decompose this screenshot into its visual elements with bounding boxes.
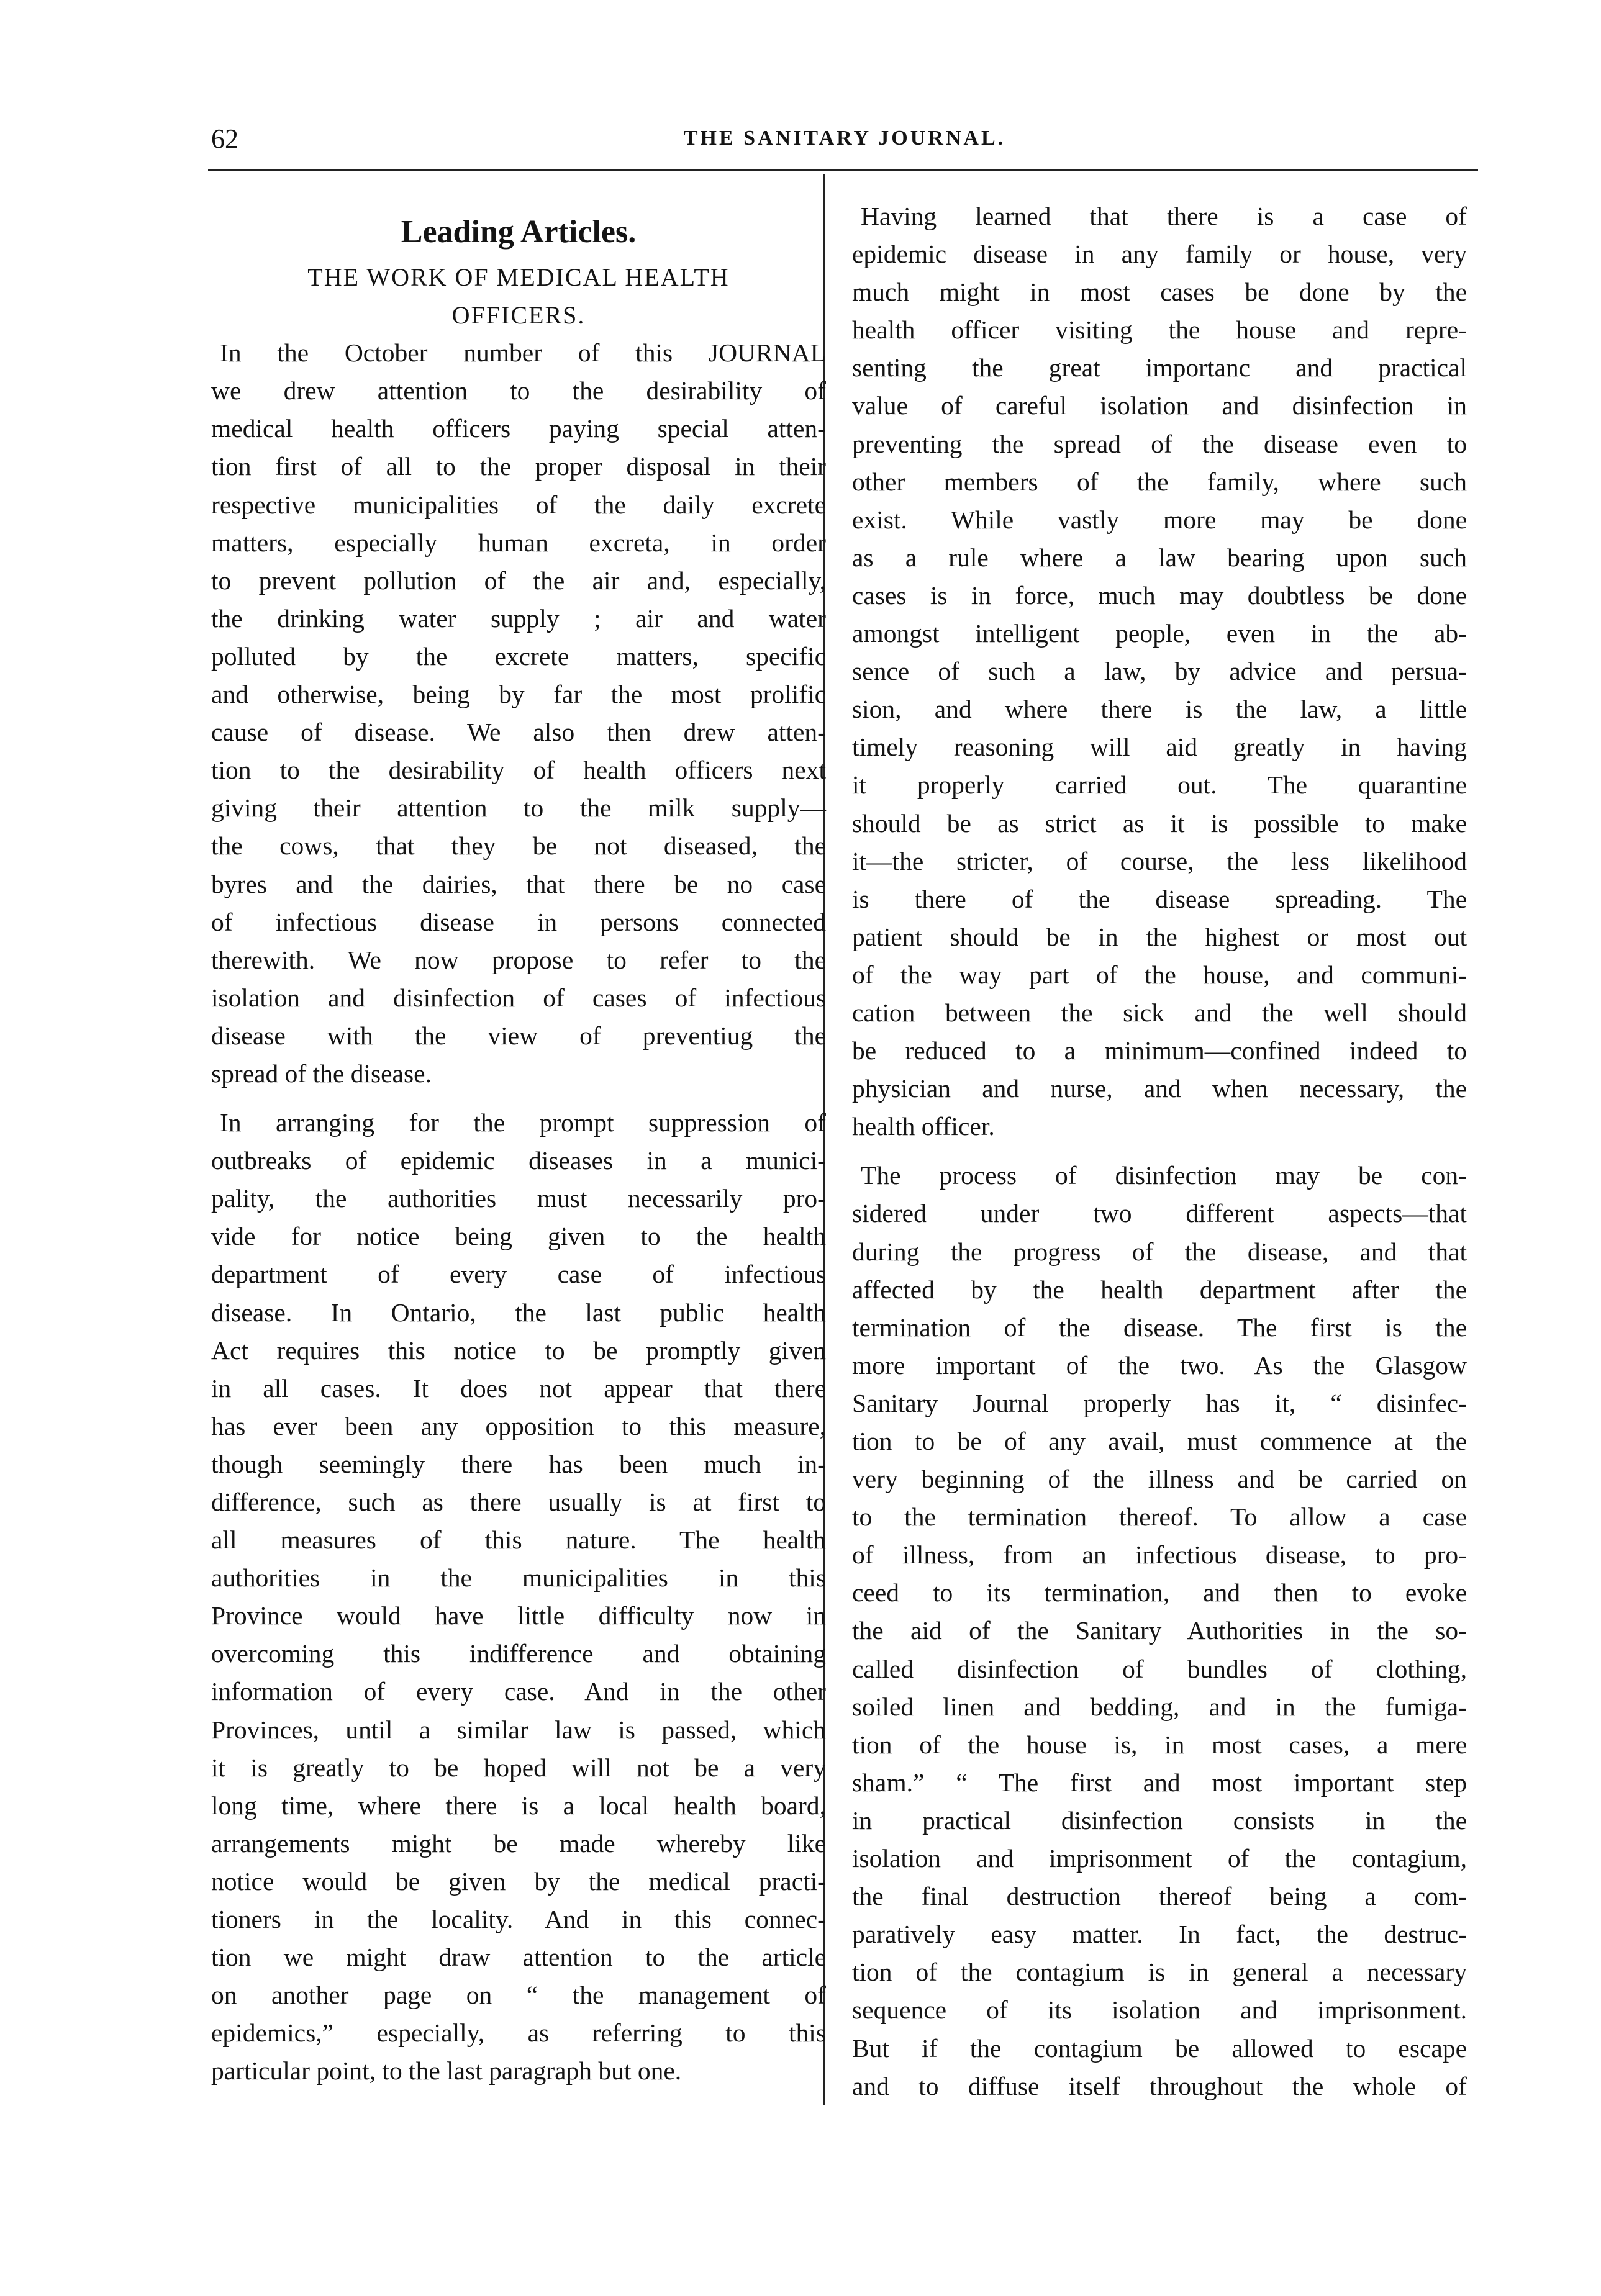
left-paragraph-2: [211, 1104, 826, 2090]
text-line: it is greatly to be hoped will not be a very: [211, 1753, 826, 1782]
text-line: In the October number of this JOURNAL: [220, 338, 826, 368]
text-line: paratively easy matter. In fact, the destruc-: [852, 1920, 1467, 1949]
text-line: it properly carried out. The quarantine: [852, 771, 1467, 800]
text-line: the drinking water supply ; air and water: [211, 603, 826, 633]
text-line: in practical disinfection consists in the: [852, 1806, 1467, 1835]
text-line: byres and the dairies, that there be no case: [211, 869, 826, 898]
text-line: to the termination thereof. To allow a case: [852, 1503, 1467, 1532]
text-line: long time, where there is a local health board,: [211, 1791, 826, 1820]
text-line: isolation and imprisonment of the contagium,: [852, 1844, 1467, 1873]
text-line: spread of the disease.: [211, 1059, 432, 1088]
text-line: cation between the sick and the well should: [852, 998, 1467, 1027]
text-line: tion of the contagium is in general a necessary: [852, 1958, 1467, 1987]
text-line: it—the stricter, of course, the less likelihood: [852, 846, 1467, 875]
text-line: information of every case. And in the other: [211, 1677, 826, 1706]
header-rule: [208, 169, 1478, 171]
text-line: Provinces, until a similar law is passed, which: [211, 1715, 826, 1744]
text-line: disease with the view of preventiug the: [211, 1021, 826, 1050]
text-line: Act requires this notice to be promptly given: [211, 1336, 826, 1365]
text-line: notice would be given by the medical practi-: [211, 1866, 826, 1896]
text-line: epidemics,” especially, as referring to this: [211, 2018, 826, 2048]
left-column: [211, 197, 826, 2090]
text-line: on another page on “ the management of: [211, 1981, 826, 2010]
text-line: ceed to its termination, and then to evoke: [852, 1578, 1467, 1607]
text-line: cause of disease. We also then drew atten-: [211, 718, 826, 747]
paragraph-gap: [211, 1093, 826, 1104]
text-line: health officer visiting the house and repre-: [852, 315, 1467, 345]
right-column: [852, 197, 1467, 2105]
text-line: be reduced to a minimum—confined indeed to: [852, 1036, 1467, 1065]
text-line: termination of the disease. The first is the: [852, 1313, 1467, 1342]
article-title-line: OFFICERS.: [451, 301, 586, 330]
text-line: soiled linen and bedding, and in the fumiga-: [852, 1692, 1467, 1721]
left-paragraph-1: [211, 334, 826, 1093]
page-header: [211, 123, 1478, 160]
text-line: difference, such as there usually is at first to: [211, 1488, 826, 1516]
article-title-line: THE WORK OF MEDICAL HEALTH: [307, 263, 730, 291]
text-line: preventing the spread of the disease even to: [852, 429, 1467, 458]
text-line: sequence of its isolation and imprisonment.: [852, 1995, 1467, 2025]
text-line: the cows, that they be not diseased, the: [211, 831, 826, 861]
text-line: called disinfection of bundles of clothing,: [852, 1654, 1467, 1683]
text-line: the final destruction thereof being a com-: [852, 1882, 1467, 1911]
text-line: of the way part of the house, and communi-: [852, 960, 1467, 989]
text-line: we drew attention to the desirability of: [211, 376, 826, 405]
text-line: In arranging for the prompt suppression of: [220, 1108, 826, 1137]
text-line: tion of the house is, in most cases, a mere: [852, 1730, 1467, 1759]
text-line: vide for notice being given to the health: [211, 1222, 826, 1251]
text-line: cases is in force, much may doubtless be done: [852, 581, 1467, 610]
paragraph-gap: [852, 1146, 1467, 1157]
text-line: matters, especially human excreta, in order: [211, 528, 826, 557]
text-line: other members of the family, where such: [852, 467, 1467, 496]
text-line: arrangements might be made whereby like: [211, 1828, 826, 1858]
text-line: medical health officers paying special atten-: [211, 414, 826, 443]
text-line: during the progress of the disease, and that: [852, 1237, 1467, 1266]
text-line: timely reasoning will aid greatly in having: [852, 733, 1467, 762]
text-line: sence of such a law, by advice and persua-: [852, 657, 1467, 686]
text-line: tioners in the locality. And in this connec-: [211, 1905, 826, 1934]
text-line: all measures of this nature. The health: [211, 1525, 826, 1555]
text-line: of illness, from an infectious disease, to pro-: [852, 1540, 1467, 1570]
text-line: and to diffuse itself throughout the whole of: [852, 2071, 1467, 2100]
section-heading: Leading Articles.: [401, 214, 637, 250]
text-line: Sanitary Journal properly has it, “ disinfec-: [852, 1388, 1467, 1417]
text-line: to prevent pollution of the air and, especially,: [211, 566, 826, 595]
right-paragraph-2: [852, 1157, 1467, 2105]
text-line: has ever been any opposition to this measure,: [211, 1411, 826, 1440]
text-line: pality, the authorities must necessarily pro-: [211, 1184, 826, 1213]
text-line: giving their attention to the milk supply—: [211, 793, 826, 823]
text-line: tion we might draw attention to the article: [211, 1943, 826, 1972]
text-line: outbreaks of epidemic diseases in a munici-: [211, 1146, 826, 1175]
text-line: should be as strict as it is possible to make: [852, 808, 1467, 838]
text-line: therewith. We now propose to refer to the: [211, 945, 826, 974]
text-line: more important of the two. As the Glasgow: [852, 1350, 1467, 1380]
text-line: value of careful isolation and disinfection in: [852, 391, 1467, 420]
text-line: department of every case of infectious: [211, 1260, 826, 1289]
text-line: health officer.: [852, 1112, 995, 1141]
text-line: much might in most cases be done by the: [852, 278, 1467, 307]
text-line: respective municipalities of the daily excrete: [211, 490, 826, 519]
text-line: particular point, to the last paragraph but one.: [211, 2056, 682, 2086]
text-line: is there of the disease spreading. The: [852, 884, 1467, 913]
text-line: patient should be in the highest or most out: [852, 922, 1467, 951]
article-title: [211, 258, 826, 334]
text-line: exist. While vastly more may be done: [852, 505, 1467, 534]
text-line: though seemingly there has been much in-: [211, 1449, 826, 1478]
text-line: affected by the health department after the: [852, 1275, 1467, 1304]
page-number: 62: [211, 124, 238, 154]
text-line: amongst intelligent people, even in the ab-: [852, 619, 1467, 648]
text-line: physician and nurse, and when necessary, the: [852, 1074, 1467, 1103]
text-line: tion to the desirability of health officers next: [211, 756, 826, 785]
text-line: tion to be of any avail, must commence at the: [852, 1427, 1467, 1455]
text-line: Having learned that there is a case of: [861, 202, 1467, 230]
text-line: as a rule where a law bearing upon such: [852, 543, 1467, 572]
text-line: overcoming this indifference and obtaining: [211, 1639, 826, 1668]
running-title: THE SANITARY JOURNAL.: [683, 127, 1006, 150]
text-line: polluted by the excrete matters, specific: [211, 641, 826, 671]
text-line: epidemic disease in any family or house, very: [852, 240, 1467, 269]
text-line: The process of disinfection may be con-: [861, 1161, 1467, 1190]
text-line: disease. In Ontario, the last public health: [211, 1298, 826, 1327]
text-line: tion first of all to the proper disposal in their: [211, 452, 826, 481]
text-line: But if the contagium be allowed to escape: [852, 2033, 1467, 2063]
right-paragraph-1: [852, 197, 1467, 1146]
text-line: and otherwise, being by far the most prolific: [211, 680, 826, 709]
text-line: sidered under two different aspects—that: [852, 1199, 1467, 1228]
text-line: sion, and where there is the law, a little: [852, 695, 1467, 724]
text-line: senting the great importanc and practical: [852, 353, 1467, 382]
text-line: in all cases. It does not appear that there: [211, 1373, 826, 1403]
text-line: the aid of the Sanitary Authorities in the so-: [852, 1616, 1467, 1645]
text-line: very beginning of the illness and be carried on: [852, 1465, 1467, 1494]
text-line: of infectious disease in persons connected: [211, 907, 826, 936]
text-line: authorities in the municipalities in this: [211, 1563, 826, 1593]
text-line: Province would have little difficulty now in: [211, 1601, 826, 1630]
text-line: sham.” “ The first and most important step: [852, 1768, 1467, 1797]
text-line: isolation and disinfection of cases of infectious: [211, 983, 826, 1012]
